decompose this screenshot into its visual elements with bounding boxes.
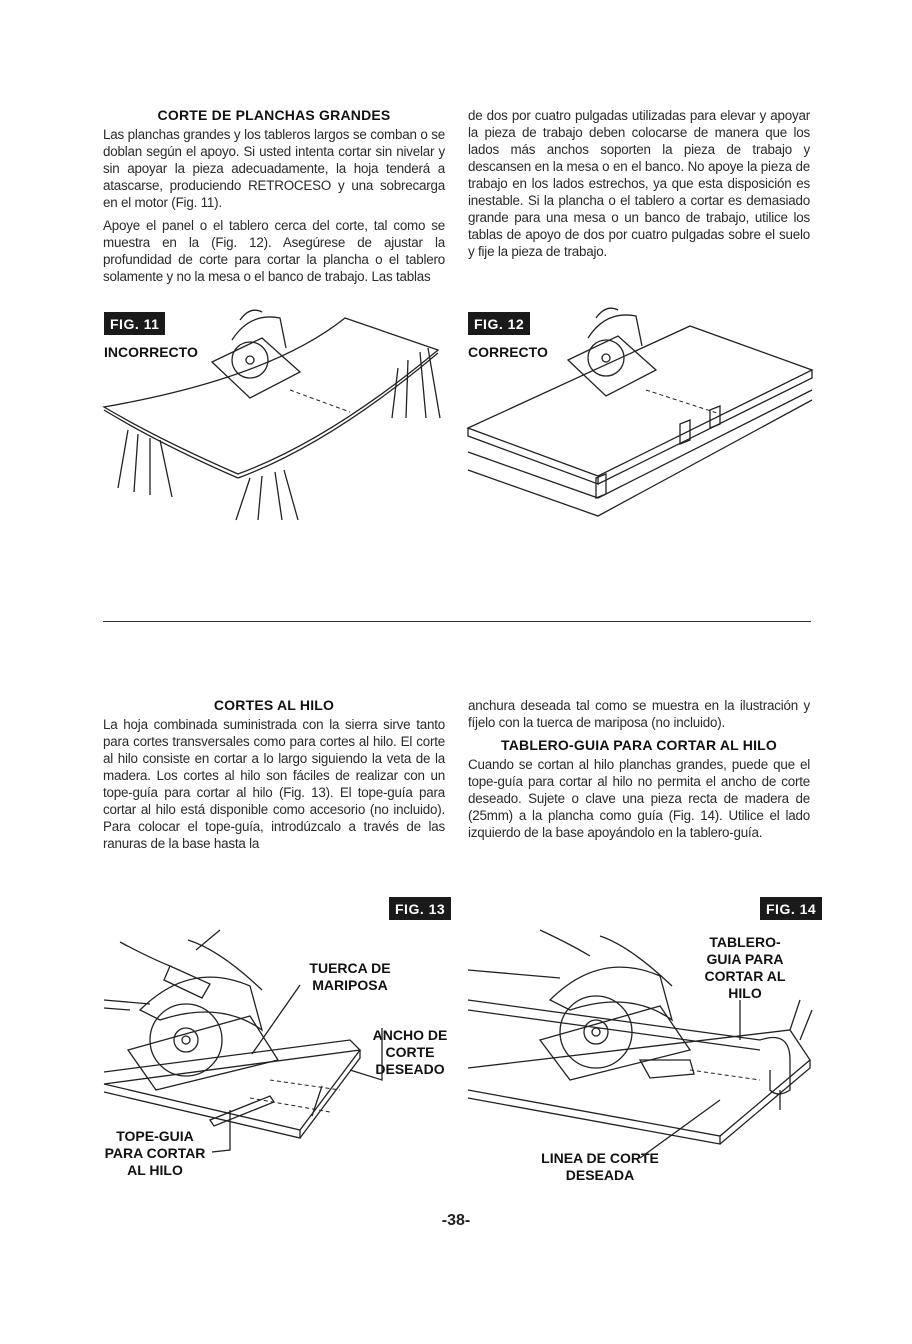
fig12-tag: FIG. 12 xyxy=(468,312,530,335)
section1-para1: Las planchas grandes y los tableros largos se comban o se doblan según el apoyo. Si usted intenta cortar sin nivelar y sin apoyar la pieza adecuadamente, la hoja tenderá a atascarse, produciendo RETROCESO y una sobrecarga en el motor (Fig. 11). xyxy=(103,127,445,210)
section3-heading: TABLERO-GUIA PARA CORTAR AL HILO xyxy=(500,737,777,753)
fig11-label: INCORRECTO xyxy=(104,344,198,360)
section1-para2: Apoye el panel o el tablero cerca del corte, tal como se muestra en la (Fig. 12). Asegúrese de ajustar la profundidad de corte para cortar la plancha o el tablero solamente y no la mesa o el banco de trabajo. Las tablas xyxy=(103,218,445,284)
section3-para1: Cuando se cortan al hilo planchas grandes, puede que el tope-guía para cortar al hilo no permita el ancho de corte deseado. Sujete o clave una pieza recta de madera de (25mm) a la plancha como guía (Fig. 14). Utilice el lado izquierdo de la base apoyándolo en la tablero-guía. xyxy=(468,757,810,840)
fig13-label-wingnut: TUERCA DE MARIPOSA xyxy=(309,960,391,993)
fig14-tag: FIG. 14 xyxy=(760,897,822,920)
fig14-label-board: TABLERO-GUIA PARA CORTAR AL HILO xyxy=(704,934,786,1001)
fig14-label-line: LINEA DE CORTE DESEADA xyxy=(541,1150,659,1183)
page-number: -38- xyxy=(441,1212,471,1229)
section2-heading: CORTES AL HILO xyxy=(213,697,335,713)
fig13-tag: FIG. 13 xyxy=(389,897,451,920)
section1-para3: de dos por cuatro pulgadas utilizadas para elevar y apoyar la pieza de trabajo deben colocarse de manera que los lados más anchos soporten la pieza de trabajo y descansen en la mesa o en el banco. No apoye la pieza de trabajo en los lados estrechos, ya que esta disposición es inestable. Si la plancha o el tablero a cortar es demasiado grande para una mesa o un banco de trabajo, utilice los tablas de apoyo de dos por cuatro pulgadas sobre el suelo y fije la pieza de trabajo. xyxy=(468,108,810,259)
fig12-label: CORRECTO xyxy=(468,344,548,360)
section2-para2: anchura deseada tal como se muestra en la ilustración y fíjelo con la tuerca de mariposa (no incluido). xyxy=(468,698,810,730)
section2-para1: La hoja combinada suministrada con la sierra sirve tanto para cortes transversales como para cortes al hilo. El corte al hilo consiste en cortar a lo largo siguiendo la veta de la madera. Los cortes al hilo son fáciles de realizar con un tope-guía para cortar al hilo (Fig. 13). El tope-guía para cortar al hilo está disponible como accesorio (no incluido). Para colocar el tope-guía, introdúzcalo a través de las ranuras de la base hasta la xyxy=(103,717,445,851)
section1-heading: CORTE DE PLANCHAS GRANDES xyxy=(157,107,391,123)
fig11-tag: FIG. 11 xyxy=(104,312,165,335)
fig13-label-guide: TOPE-GUIA PARA CORTAR AL HILO xyxy=(104,1128,206,1178)
fig13-label-width: ANCHO DE CORTE DESEADO xyxy=(372,1027,448,1077)
